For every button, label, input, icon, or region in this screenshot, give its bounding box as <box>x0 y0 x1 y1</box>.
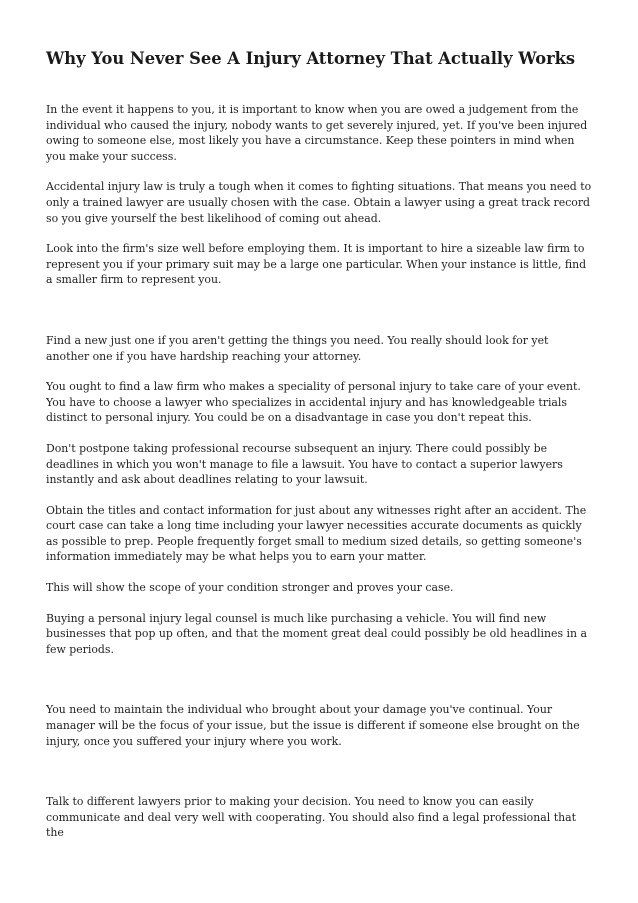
blank-gap <box>46 303 592 333</box>
paragraph: Find a new just one if you aren't getting the things you need. You really should look for yet another one if you have hardship reaching your attorney. <box>46 333 549 363</box>
paragraph: Buying a personal injury legal counsel is much like purchasing a vehicle. You will find new businesses that pop up often, and that the moment great deal could possibly be old headlines in a few periods. <box>46 611 587 656</box>
paragraph: Accidental injury law is truly a tough when it comes to fighting situations. That means you need to only a trained lawyer are usually chosen with the case. Obtain a lawyer using a great track record so you give yourself the best likelihood of coming out ahead. <box>46 180 592 225</box>
blank-gap <box>46 764 592 794</box>
paragraph: Look into the firm's size well before employing them. It is important to hire a sizeable law firm to represent you if your primary suit may be a large one particular. When your instance is little, find a smaller firm to represent you. <box>46 242 587 287</box>
paragraph: In the event it happens to you, it is important to know when you are owed a judgement from the individual who caused the injury, nobody wants to get severely injured, yet. If you've been injured owing to someone else, most likely you have a circumstance. Keep these pointers in mind when you make your success. <box>46 103 588 163</box>
paragraph: You ought to find a law firm who makes a speciality of personal injury to take care of your event. You have to choose a lawyer who specializes in accidental injury and has knowledgeable trials distinct to personal injury. You could be on a disadvantage in case you don't repeat this. <box>46 380 581 425</box>
document-title: Why You Never See A Injury Attorney That Actually Works <box>46 49 576 68</box>
paragraph: You need to maintain the individual who brought about your damage you've continual. Your manager will be the focus of your issue, but the issue is different if someone else brought on the injury, once you suffered your injury where you work. <box>46 703 580 748</box>
paragraph: This will show the scope of your condition stronger and proves your case. <box>46 581 454 595</box>
paragraph: Talk to different lawyers prior to making your decision. You need to know you can easily communicate and deal very well with cooperating. You should also find a legal professional that the <box>46 795 576 840</box>
paragraph: Obtain the titles and contact information for just about any witnesses right after an accident. The court case can take a long time including your lawyer necessities accurate documents as quickly as possible to prep. People frequently forget small to medium sized details, so getting someone's information immediately may be what helps you to earn your matter. <box>46 503 587 564</box>
paragraph: Don't postpone taking professional recourse subsequent an injury. There could possibly be deadlines in which you won't manage to file a lawsuit. You have to contact a superior lawyers instantly and ask about deadlines relating to your lawsuit. <box>46 441 563 487</box>
blank-gap <box>46 672 592 702</box>
